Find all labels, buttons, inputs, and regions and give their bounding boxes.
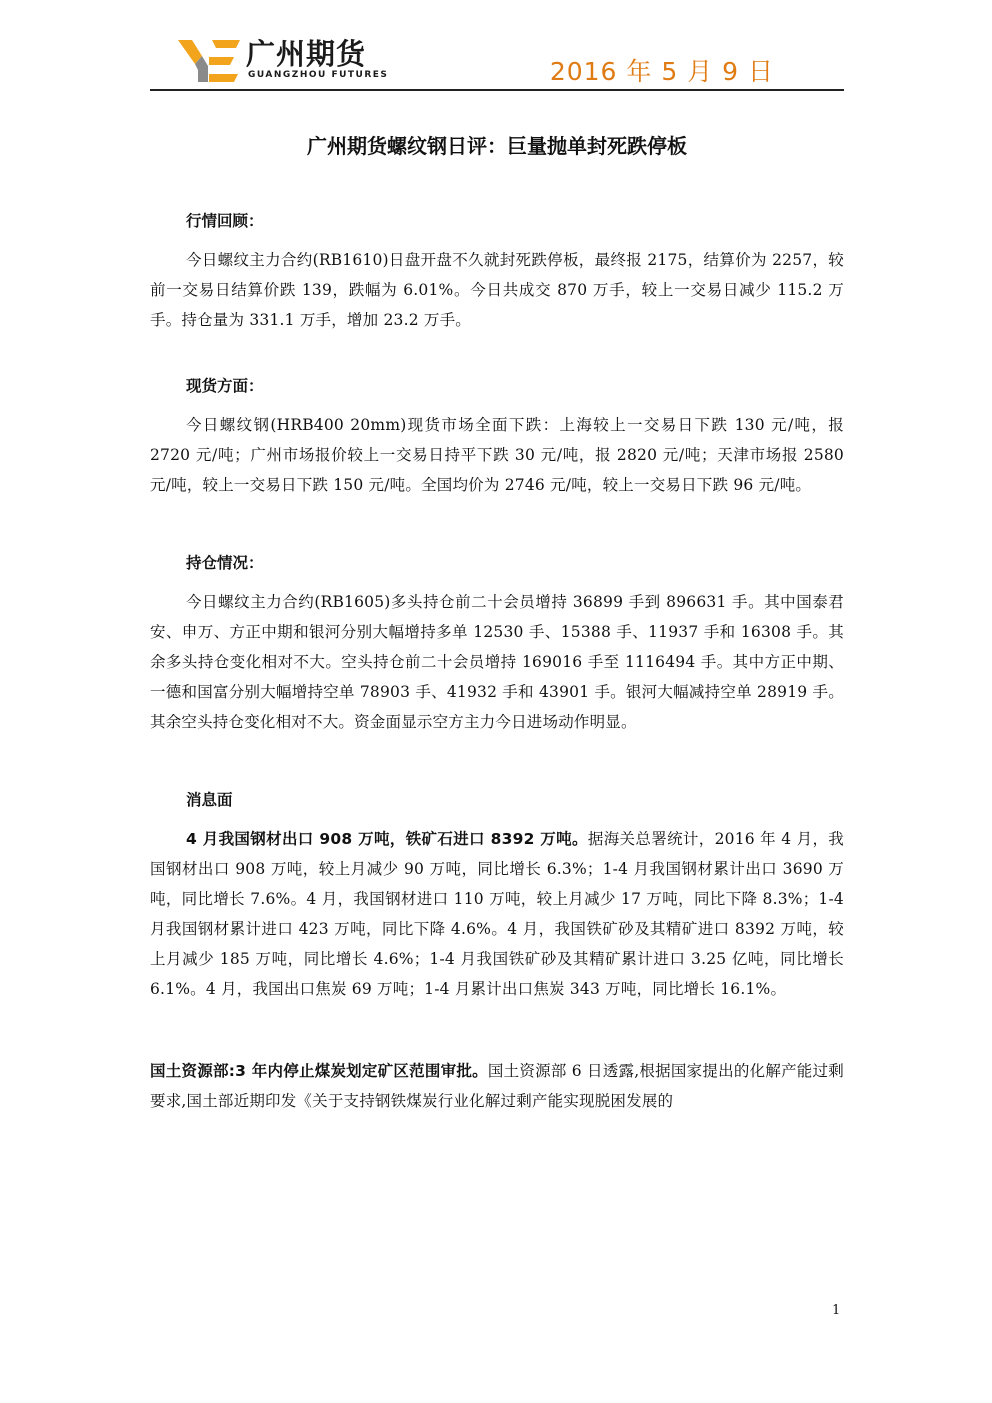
- logo-english-name: GUANGZHOU FUTURES: [248, 70, 389, 80]
- section-market-review: [150, 210, 844, 335]
- section-spot-market: [150, 375, 844, 500]
- news-text: 国土资源部 6 日透露,根据国家提出的化解产能过剩要求,国土部近期印发《关于支持钢铁煤炭行业化解过剩产能实现脱困发展的: [150, 1062, 844, 1110]
- paragraph: 今日螺纹主力合约(RB1605)多头持仓前二十会员增持 36899 手到 896631 手。其中国泰君安、申万、方正中期和银河分别大幅增持多单 12530 手、15388 手、11937 手和 16308 手。其余多头持仓变化相对不大。空头持仓前二十会员增持 169016 手至 1116494 手。其中方正中期、一德和国富分别大幅增持空单 78903 手、41932 手和 43901 手。银河大幅减持空单 28919 手。其余空头持仓变化相对不大。资金面显示空方主力今日进场动作明显。: [150, 593, 844, 731]
- section-heading: 消息面: [186, 791, 233, 809]
- report-body: [150, 210, 844, 1116]
- page-number: 1: [832, 1303, 841, 1318]
- guangzhou-futures-logo-icon: [178, 40, 240, 82]
- news-headline: 4 月我国钢材出口 908 万吨，铁矿石进口 8392 万吨。: [186, 830, 588, 848]
- header-divider: [150, 89, 844, 91]
- paragraph: 今日螺纹主力合约(RB1610)日盘开盘不久就封死跌停板，最终报 2175，结算价为 2257，较前一交易日结算价跌 139，跌幅为 6.01%。今日共成交 870 万手，较上一交易日减少 115.2 万手。持仓量为 331.1 万手，增加 23.2 万手。: [150, 251, 844, 329]
- report-date: 2016 年 5 月 9 日: [549, 57, 774, 86]
- page-header: [150, 30, 844, 90]
- news-item: [150, 824, 844, 1004]
- section-positions: [150, 552, 844, 737]
- news-text: 据海关总署统计，2016 年 4 月，我国钢材出口 908 万吨，较上月减少 90 万吨，同比增长 6.3%；1-4 月我国钢材累计出口 3690 万吨，同比增长 7.6%。4 月，我国钢材进口 110 万吨，较上月减少 17 万吨，同比下降 8.3%；1-4 月我国钢材累计进口 423 万吨，同比下降 4.6%。4 月，我国铁矿砂及其精矿进口 8392 万吨，较上月减少 185 万吨，同比增长 4.6%；1-4 月我国铁矿砂及其精矿累计进口 3.25 亿吨，同比增长 6.1%。4 月，我国出口焦炭 69 万吨；1-4 月累计出口焦炭 343 万吨，同比增长 16.1%。: [150, 830, 844, 998]
- news-item: [150, 1056, 844, 1116]
- news-headline: 国土资源部:3 年内停止煤炭划定矿区范围审批。: [150, 1062, 488, 1080]
- logo-chinese-name: 广州期货: [246, 37, 367, 71]
- report-title: 广州期货螺纹钢日评：巨量抛单封死跌停板: [307, 134, 687, 158]
- section-heading: 持仓情况：: [186, 554, 264, 572]
- section-news: [150, 789, 844, 1116]
- paragraph: 今日螺纹钢(HRB400 20mm)现货市场全面下跌：上海较上一交易日下跌 130 元/吨，报 2720 元/吨；广州市场报价较上一交易日持平下跌 30 元/吨，报 2820 元/吨；天津市场报 2580 元/吨，较上一交易日下跌 150 元/吨。全国均价为 2746 元/吨，较上一交易日下跌 96 元/吨。: [150, 416, 844, 494]
- section-heading: 现货方面：: [186, 377, 264, 395]
- section-heading: 行情回顾：: [186, 212, 264, 230]
